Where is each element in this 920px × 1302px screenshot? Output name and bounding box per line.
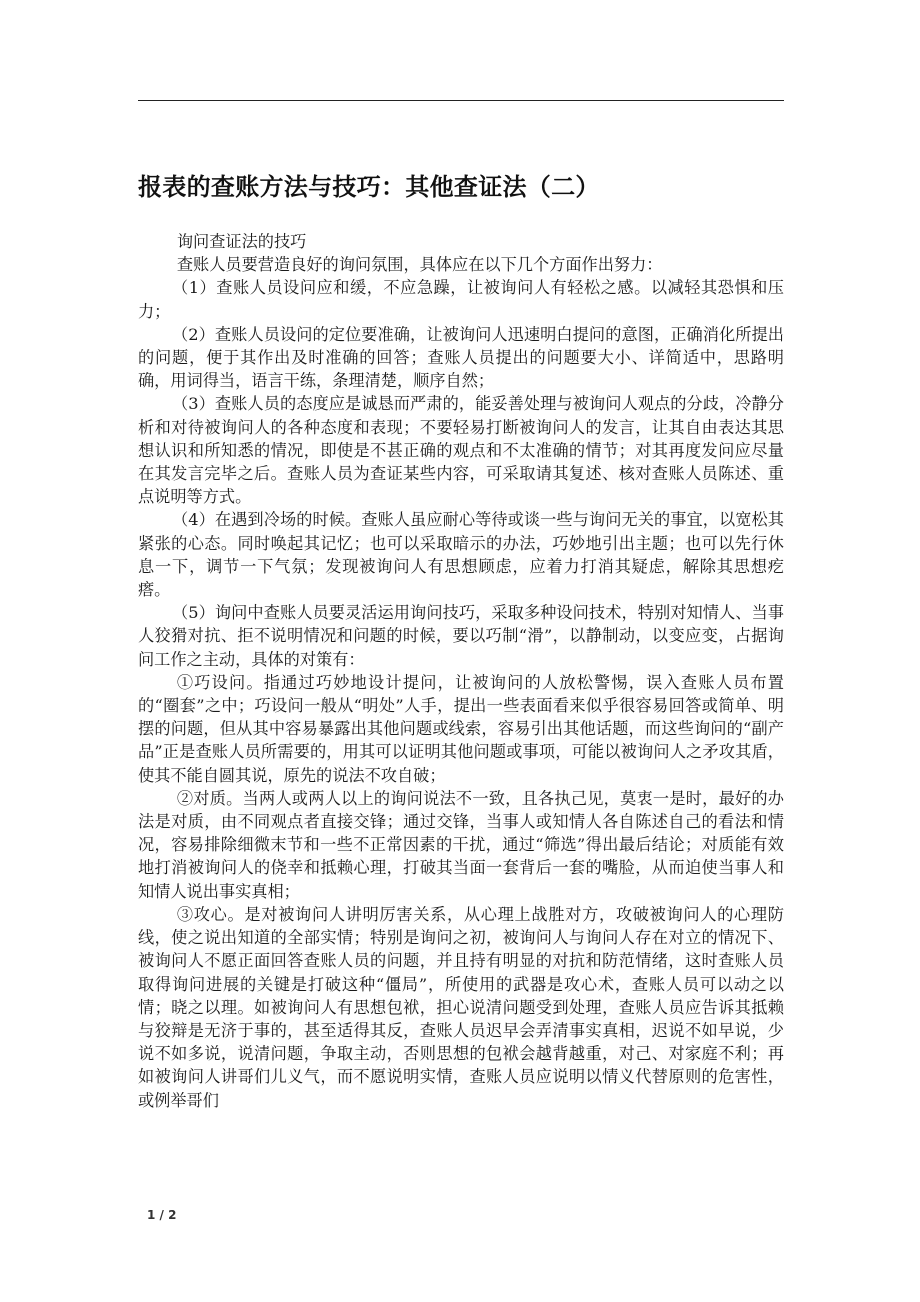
page-number: 1 / 2 bbox=[147, 1208, 177, 1222]
paragraph-intro: 查账人员要营造良好的询问氛围，具体应在以下几个方面作出努力： bbox=[176, 255, 663, 275]
paragraph-tactic-2: ②对质。当两人或两人以上的询问说法不一致，且各执己见，莫衷一是时，最好的办法是对质，由不同观点者直接交锋；通过交锋，当事人或知情人各自陈述自己的看法和情况，容易排除细微末节和一些不正常因素的干扰，通过“筛选”得出最后结论；对质能有效地打消被询问人的侥幸和抵赖心理，打破其当面一套背后一套的嘴脸，从而迫使当事人和知情人说出事实真相； bbox=[138, 788, 784, 901]
paragraph-item-5: （5）询问中查账人员要灵活运用询问技巧，采取多种设问技术，特别对知情人、当事人狡猾对抗、拒不说明情况和问题的时候，要以巧制“滑”，以静制动，以变应变，占据询问工作之主动，具体的对策有： bbox=[138, 603, 784, 669]
header-rule bbox=[138, 100, 784, 101]
paragraph-item-4: （4）在遇到冷场的时候。查账人虽应耐心等待或谈一些与询问无关的事宜，以宽松其紧张的心态。同时唤起其记忆；也可以采取暗示的办法，巧妙地引出主题；也可以先行休息一下，调节一下气氛；发现被询问人有思想顾虑，应着力打消其疑虑，解除其思想疙瘩。 bbox=[138, 510, 784, 600]
paragraph-item-1: （1）查账人员设问应和缓，不应急躁，让被询问人有轻松之感。以减轻其恐惧和压力； bbox=[138, 278, 784, 321]
document-title: 报表的查账方法与技巧：其他查证法（二） bbox=[138, 173, 600, 201]
paragraph-item-2: （2）查账人员设问的定位要准确，让被询问人迅速明白提问的意图，正确消化所提出的问题，便于其作出及时准确的回答；查账人员提出的问题要大小、详简适中，思路明确，用词得当，语言干练，条理清楚，顺序自然； bbox=[138, 324, 784, 391]
paragraph-tactic-1: ①巧设问。指通过巧妙地设计提问，让被询问的人放松警惕，误入查账人员布置的“圈套”之中；巧设问一般从“明处”人手，提出一些表面看来似乎很容易回答或简单、明摆的问题，但从其中容易暴露出其他问题或线索，容易引出其他话题，而这些询问的“副产品”正是查账人员所需要的，用其可以证明其他问题或事项，可能以被询问人之矛攻其盾，使其不能自圆其说，原先的说法不攻自破； bbox=[138, 672, 784, 785]
document-body bbox=[138, 230, 784, 1112]
paragraph-item-3: （3）查账人员的态度应是诚恳而严肃的，能妥善处理与被询问人观点的分歧，冷静分析和对待被询问人的各种态度和表现；不要轻易打断被询问人的发言，让其自由表达其思想认识和所知悉的情况，即使是不甚正确的观点和不太准确的情节；对其再度发问应尽量在其发言完毕之后。查账人员为查证某些内容，可采取请其复述、核对查账人员陈述、重点说明等方式。 bbox=[138, 394, 784, 507]
paragraph-tactic-3: ③攻心。是对被询问人讲明厉害关系，从心理上战胜对方，攻破被询问人的心理防线，使之说出知道的全部实情；特别是询问之初，被询问人与询问人存在对立的情况下、被询问人不愿正面回答查账人员的问题，并且持有明显的对抗和防范情绪，这时查账人员取得询问进展的关键是打破这种“僵局”，所使用的武器是攻心术，查账人员可以动之以情；晓之以理。如被询问人有思想包袱，担心说清问题受到处理，查账人员应告诉其抵赖与狡辩是无济于事的，甚至适得其反，查账人员迟早会弄清事实真相，迟说不如早说，少说不如多说，说清问题，争取主动，否则思想的包袱会越背越重，对己、对家庭不利；再如被询问人讲哥们儿义气，而不愿说明实情，查账人员应说明以情义代替原则的危害性，或例举哥们 bbox=[138, 904, 784, 1110]
section-heading: 询问查证法的技巧 bbox=[176, 232, 307, 251]
